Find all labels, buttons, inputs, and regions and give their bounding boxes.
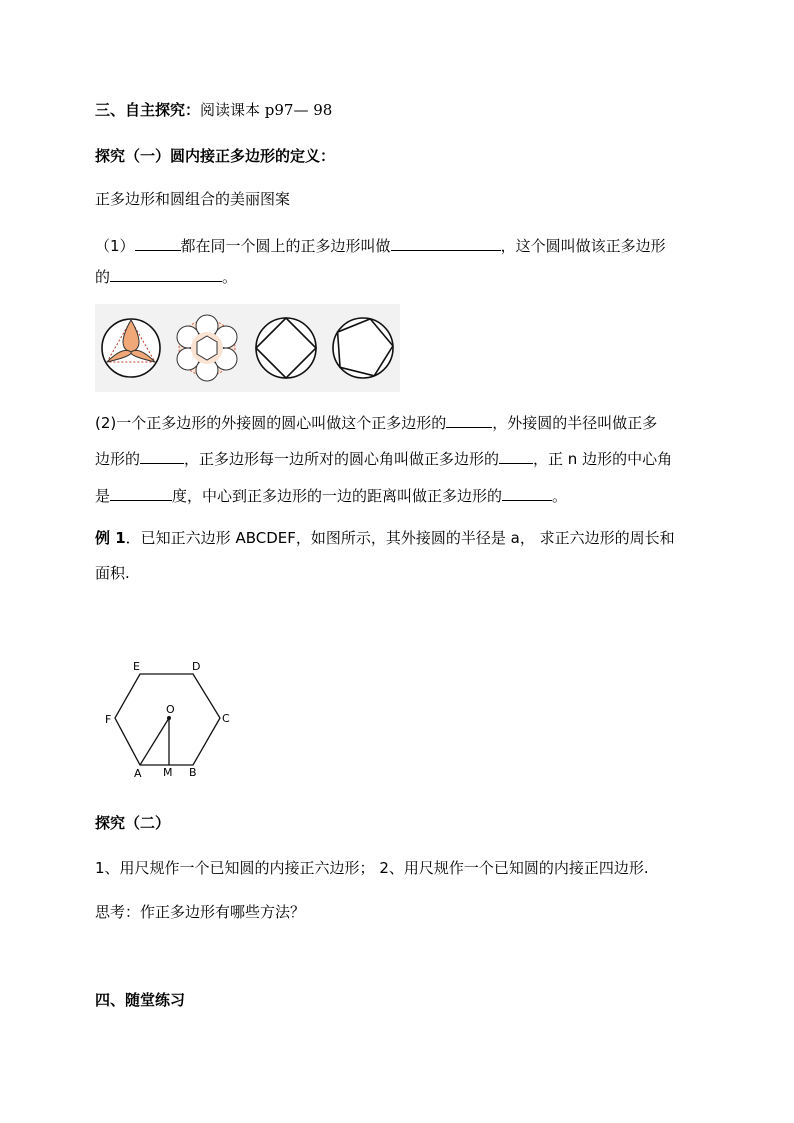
label-A: A	[134, 767, 142, 780]
q2-text-b: ，外接圆的半径叫做正多	[492, 414, 658, 432]
q1-text-c: ，这个圆叫做该正多边形	[500, 237, 666, 255]
example-1-line-1	[95, 528, 675, 548]
section-4-heading: 四、随堂练习	[95, 991, 186, 1009]
q2-text-h: 。	[552, 487, 568, 505]
example-1-line-2: 面积.	[95, 564, 130, 582]
question-2-line-3	[95, 485, 567, 506]
example-1-label: 例 1	[95, 529, 126, 547]
q2-text-a: (2)一个正多边形的外接圆的圆心叫做这个正多边形的	[95, 414, 447, 432]
label-O: O	[166, 703, 175, 716]
q2-text-f: 是	[95, 487, 111, 505]
q1-text-b: 都在同一个圆上的正多边形叫做	[180, 237, 391, 255]
q2-text-c: 边形的	[95, 450, 141, 468]
q1-text-d: 的	[95, 268, 111, 286]
section-3-text: 阅读课本 p97— 98	[200, 101, 333, 119]
pattern-triangle-leaves	[102, 319, 160, 377]
q2-blank-3[interactable]	[499, 448, 533, 464]
think-question: 思考：作正多边形有哪些方法？	[95, 903, 306, 921]
label-F: F	[105, 713, 112, 726]
q1-blank-3[interactable]	[110, 266, 222, 282]
q2-text-e: ，正 n 边形的中心角	[533, 450, 673, 468]
explore-2-task: 1、用尺规作一个已知圆的内接正六边形； 2、用尺规作一个已知圆的内接正四边形.	[95, 859, 649, 877]
section-3-heading	[95, 100, 332, 120]
segment-OA	[140, 718, 169, 765]
label-C: C	[222, 712, 230, 725]
example-1-text: ．已知正六边形 ABCDEF，如图所示，其外接圆的半径是 a， 求正六边形的周长和	[125, 529, 675, 547]
intro-text: 正多边形和圆组合的美丽图案	[95, 190, 291, 208]
label-E: E	[133, 660, 140, 673]
label-M: M	[163, 766, 173, 779]
q2-text-g: 度，中心到正多边形的一边的距离叫做正多边形的	[172, 487, 503, 505]
center-point	[167, 716, 171, 720]
q2-blank-5[interactable]	[502, 485, 552, 501]
q2-text-d: ，正多边形每一边所对的圆心角叫做正多边形的	[184, 450, 500, 468]
question-1-line-1	[95, 235, 666, 256]
q1-blank-2[interactable]	[391, 235, 501, 251]
q2-blank-4[interactable]	[110, 485, 172, 501]
question-1-line-2	[95, 266, 237, 287]
q1-number: （1）	[95, 237, 135, 255]
pattern-square	[256, 318, 316, 378]
section-3-label: 三、自主探究：	[95, 101, 201, 119]
question-2-line-1	[95, 412, 657, 433]
q1-blank-1[interactable]	[135, 235, 181, 251]
q1-text-e: 。	[222, 268, 238, 286]
hexagon-figure	[100, 656, 240, 782]
q2-blank-1[interactable]	[446, 412, 492, 428]
label-D: D	[192, 660, 201, 673]
polygon-circle-patterns	[95, 304, 400, 392]
label-B: B	[189, 766, 197, 779]
q2-blank-2[interactable]	[140, 448, 184, 464]
question-2-line-2	[95, 448, 672, 469]
explore-2-title: 探究（二）	[95, 814, 171, 832]
explore-1-title: 探究（一）圆内接正多边形的定义：	[95, 147, 336, 165]
